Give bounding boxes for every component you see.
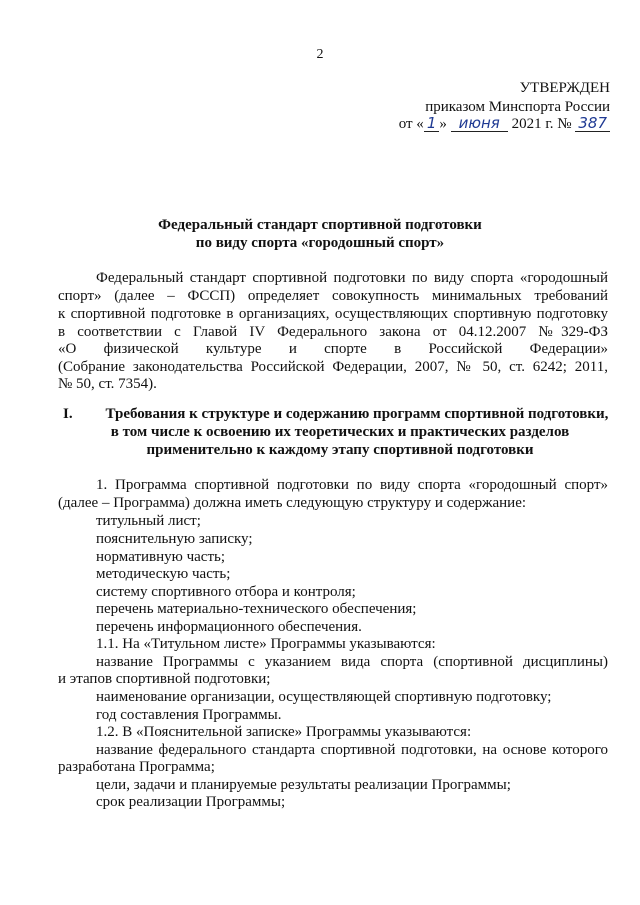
- intro-line: к спортивной подготовке в организациях, осуществляющих спортивную подготовку: [58, 306, 608, 322]
- body-line: название федерального стандарта спортивной подготовки, на основе которого: [96, 742, 608, 758]
- page-number: 2: [316, 47, 324, 62]
- body-line: нормативную часть;: [96, 549, 226, 565]
- body-line: цели, задачи и планируемые результаты реализации Программы;: [96, 777, 511, 793]
- handwritten-number: 387: [575, 116, 610, 132]
- section-heading-line-2: в том числе к освоению их теоретических и практических разделов: [110, 424, 570, 440]
- body-line: пояснительную записку;: [96, 531, 253, 547]
- intro-line: спорт» (далее – ФССП) определяет совокупность минимальных требований: [58, 288, 608, 304]
- date-mid: »: [439, 116, 447, 132]
- handwritten-month: июня: [451, 116, 508, 132]
- approval-date-line: [399, 116, 610, 133]
- section-heading-line-3: применительно к каждому этапу спортивной подготовки: [146, 442, 534, 458]
- approval-order: приказом Минспорта России: [425, 99, 610, 115]
- intro-line: Федеральный стандарт спортивной подготовки по виду спорта «городошный: [96, 270, 608, 286]
- section-heading-line-1: Требования к структуре и содержанию программ спортивной подготовки,: [105, 406, 609, 422]
- body-line: год составления Программы.: [96, 707, 282, 723]
- body-line: 1.1. На «Титульном листе» Программы указываются:: [96, 636, 436, 652]
- intro-line: «О физической культуре и спорте в Российской Федерации»: [58, 341, 608, 357]
- body-line: 1.2. В «Пояснительной записке» Программы указываются:: [96, 724, 472, 740]
- section-number: I.: [63, 406, 73, 422]
- body-line: титульный лист;: [96, 513, 201, 529]
- document-title-line-1: Федеральный стандарт спортивной подготовки: [158, 217, 482, 233]
- document-title-line-2: по виду спорта «городошный спорт»: [195, 235, 445, 251]
- handwritten-day: 1: [424, 116, 440, 132]
- intro-line: № 50, ст. 7354).: [58, 376, 157, 392]
- body-line: методическую часть;: [96, 566, 231, 582]
- date-year: 2021 г. №: [511, 116, 572, 132]
- intro-line: (Собрание законодательства Российской Федерации, 2007, № 50, ст. 6242; 2011,: [58, 359, 608, 375]
- body-line: перечень информационного обеспечения.: [96, 619, 362, 635]
- body-line: систему спортивного отбора и контроля;: [96, 584, 356, 600]
- body-line: разработана Программа;: [58, 759, 215, 775]
- body-line: и этапов спортивной подготовки;: [58, 671, 271, 687]
- body-line: 1. Программа спортивной подготовки по виду спорта «городошный спорт»: [96, 477, 608, 493]
- date-prefix: от «: [398, 116, 424, 132]
- body-line: перечень материально-технического обеспечения;: [96, 601, 417, 617]
- body-line: наименование организации, осуществляющей спортивную подготовку;: [96, 689, 552, 705]
- intro-line: в соответствии с Главой IV Федерального закона от 04.12.2007 №329-ФЗ: [58, 324, 608, 340]
- body-line: название Программы с указанием вида спорта (спортивной дисциплины): [96, 654, 608, 670]
- body-line: срок реализации Программы;: [96, 794, 286, 810]
- approval-heading: УТВЕРЖДЕН: [519, 80, 610, 96]
- body-line: (далее – Программа) должна иметь следующую структуру и содержание:: [58, 495, 527, 511]
